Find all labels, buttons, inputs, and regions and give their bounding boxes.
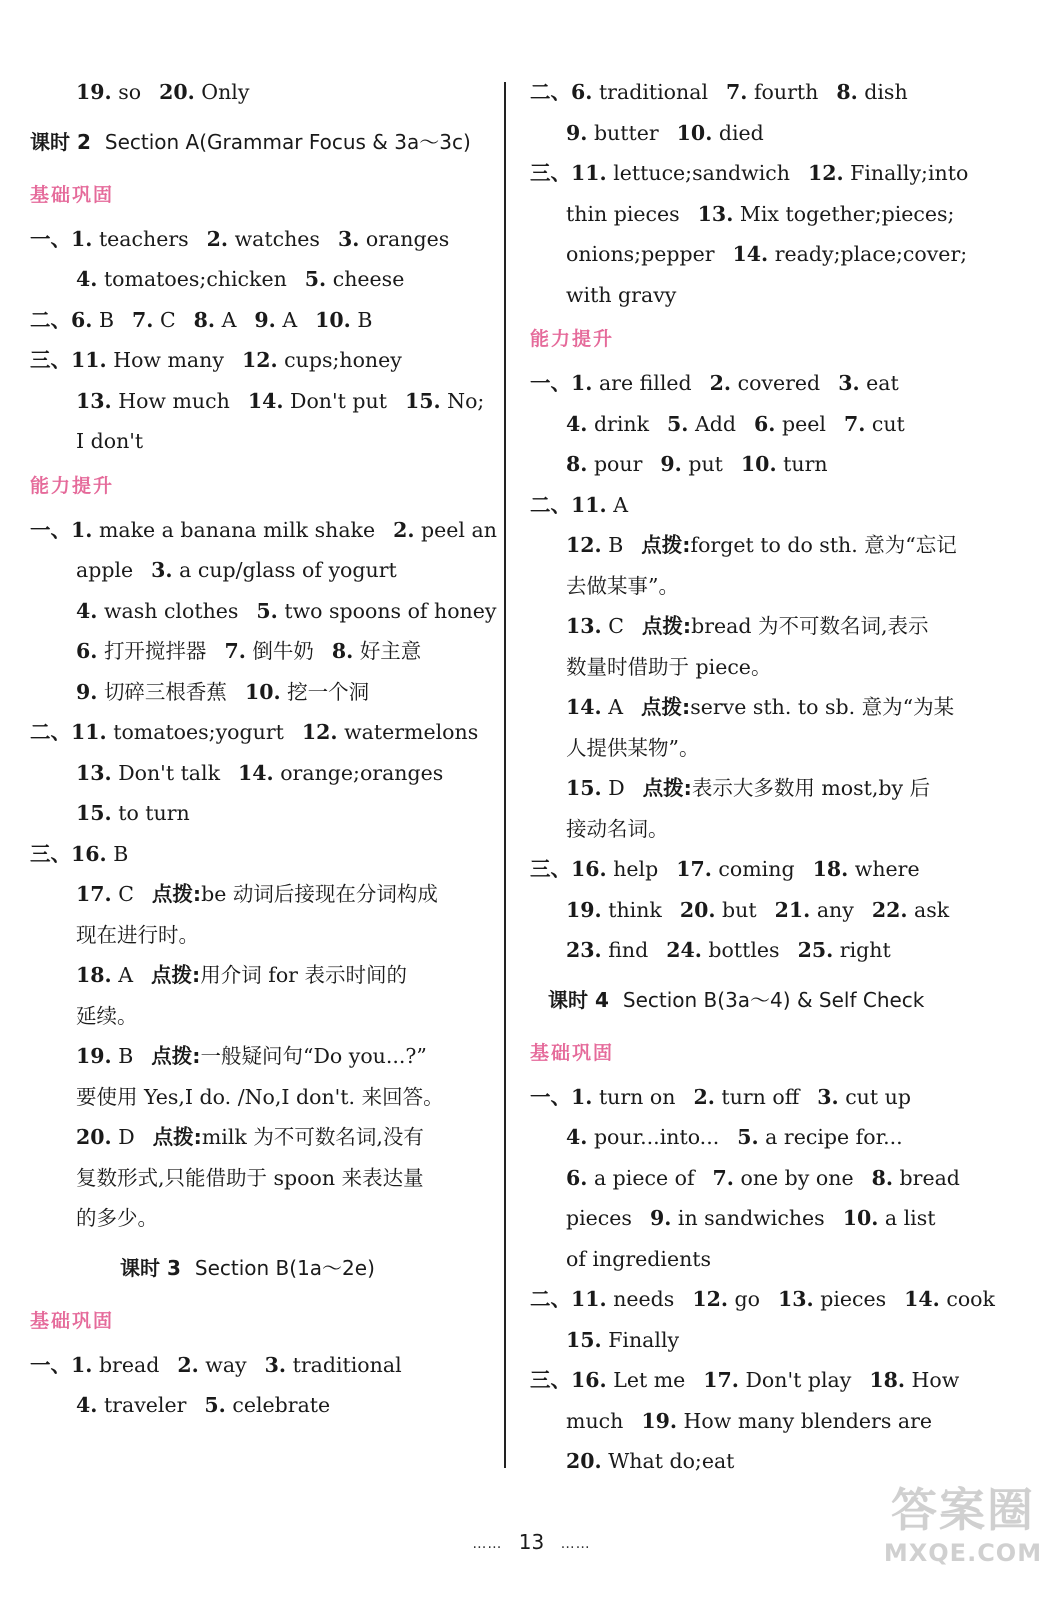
answer-line: 15. to turn [76, 801, 190, 825]
tip-label: 点拨: [641, 695, 691, 719]
left-column [30, 72, 495, 1426]
section-label: 能力提升 [530, 328, 615, 350]
answer-line: 延续。 [76, 1003, 138, 1028]
answer-line: 三、11. How many 12. cups;honey [30, 348, 402, 372]
watermark-url: MXQE.COM [883, 1539, 1043, 1567]
answer-line: I don't [76, 429, 144, 453]
section-label: 能力提升 [30, 474, 115, 497]
answer-line: 15. D 点拨:表示大多数用 most,by 后 [566, 776, 931, 800]
answer-line: 19. think 20. but 21. any 22. ask [566, 897, 950, 922]
tip-label: 点拨: [152, 1125, 202, 1149]
answer-line: 去做某事”。 [566, 573, 679, 598]
answer-line: 三、11. lettuce;sandwich 12. Finally;into [530, 161, 969, 185]
lesson-heading: 课时 4 Section B(3a～4) & Self Check [548, 987, 925, 1012]
answer-line: 一、1. bread 2. way 3. traditional [30, 1352, 402, 1377]
tip-label: 点拨: [151, 1044, 201, 1068]
answer-line: pieces 9. in sandwiches 10. a list [566, 1206, 936, 1230]
answer-line: 二、11. tomatoes;yogurt 12. watermelons [30, 720, 479, 744]
footer-dots-left: …… [472, 1535, 503, 1552]
answer-line: 12. B 点拨:forget to do sth. 意为“忘记 [566, 533, 957, 557]
answer-line: with gravy [566, 282, 677, 307]
tip-label: 点拨: [642, 776, 692, 800]
tip-label: 点拨: [151, 963, 201, 987]
answer-line: 接动名词。 [566, 816, 669, 841]
answer-line: 一、1. are filled 2. covered 3. eat [530, 371, 899, 395]
answer-line: 三、16. Let me 17. Don't play 18. How [530, 1368, 960, 1392]
section-label: 基础巩固 [530, 1041, 615, 1064]
answer-line: 6. 打开搅拌器 7. 倒牛奶 8. 好主意 [76, 639, 422, 663]
answer-line: 复数形式,只能借助于 spoon 来表达量 [76, 1165, 424, 1190]
tip-label: 点拨: [641, 614, 692, 638]
answer-line: 9. 切碎三根香蕉 10. 挖一个洞 [76, 679, 370, 704]
answer-line: 13. Don't talk 14. orange;oranges [76, 760, 444, 785]
answer-line: 二、6. traditional 7. fourth 8. dish [530, 80, 908, 104]
answer-line: 三、16. B [30, 841, 129, 866]
answer-line: 13. C 点拨:bread 为不可数名词,表示 [566, 614, 929, 638]
answer-line: 4. wash clothes 5. two spoons of honey [76, 598, 497, 623]
answer-line: 三、16. help 17. coming 18. where [530, 857, 920, 881]
answer-line: 一、1. turn on 2. turn off 3. cut up [530, 1084, 911, 1109]
answer-line: 20. D 点拨:milk 为不可数名词,没有 [76, 1125, 424, 1149]
answer-line: 9. butter 10. died [566, 120, 764, 145]
answer-line: 数量时借助于 piece。 [566, 654, 772, 679]
answer-line: 20. What do;eat [566, 1449, 735, 1473]
answer-line: 现在进行时。 [76, 922, 199, 947]
answer-line: 一、1. teachers 2. watches 3. oranges [30, 226, 450, 251]
right-column [530, 72, 995, 1482]
answer-line: 8. pour 9. put 10. turn [566, 452, 828, 476]
answer-line: 4. tomatoes;chicken 5. cheese [76, 267, 405, 291]
answer-line: 的多少。 [76, 1206, 158, 1230]
answer-line: of ingredients [566, 1246, 712, 1271]
answer-line: 4. pour...into... 5. a recipe for... [566, 1125, 903, 1149]
answer-line: 14. A 点拨:serve sth. to sb. 意为“为某 [566, 695, 955, 719]
answer-line: 17. C 点拨:be 动词后接现在分词构成 [76, 882, 438, 906]
answer-line: 要使用 Yes,I do. /No,I don't. 来回答。 [76, 1084, 444, 1109]
column-divider [504, 82, 506, 1468]
tip-label: 点拨: [641, 533, 691, 557]
page-number: 13 [518, 1530, 545, 1554]
tip-label: 点拨: [151, 882, 202, 906]
answer-line: 二、6. B 7. C 8. A 9. A 10. B [30, 307, 373, 332]
answer-line: thin pieces 13. Mix together;pieces; [566, 201, 955, 226]
answer-line: onions;pepper 14. ready;place;cover; [566, 242, 968, 266]
answer-line: 13. How much 14. Don't put 15. No; [76, 388, 485, 413]
section-label: 基础巩固 [30, 183, 115, 206]
answer-line: much 19. How many blenders are [566, 1408, 933, 1433]
answer-line: 18. A 点拨:用介词 for 表示时间的 [76, 963, 407, 987]
lesson-heading: 课时 2 Section A(Grammar Focus & 3a～3c) [30, 129, 471, 154]
answer-line: 二、11. A [530, 492, 629, 517]
answer-line: 19. so 20. Only [76, 80, 250, 104]
watermark-logo [868, 1482, 1058, 1594]
answer-line: 6. a piece of 7. one by one 8. bread [566, 1165, 960, 1190]
answer-line: apple 3. a cup/glass of yogurt [76, 558, 397, 582]
answer-line: 23. find 24. bottles 25. right [566, 938, 891, 962]
answer-line: 19. B 点拨:一般疑问句“Do you...?” [76, 1044, 427, 1068]
footer-dots-right: …… [560, 1535, 591, 1552]
lesson-heading: 课时 3 Section B(1a～2e) [120, 1255, 375, 1280]
answer-line: 人提供某物”。 [566, 735, 700, 760]
answer-line: 二、11. needs 12. go 13. pieces 14. cook [530, 1287, 995, 1311]
answer-line: 4. traveler 5. celebrate [76, 1393, 331, 1417]
watermark-text: 答案圈 [891, 1483, 1035, 1537]
answer-line: 一、1. make a banana milk shake 2. peel an [30, 517, 497, 542]
section-label: 基础巩固 [30, 1309, 115, 1332]
answer-line: 4. drink 5. Add 6. peel 7. cut [566, 411, 905, 436]
answer-line: 15. Finally [566, 1327, 680, 1352]
